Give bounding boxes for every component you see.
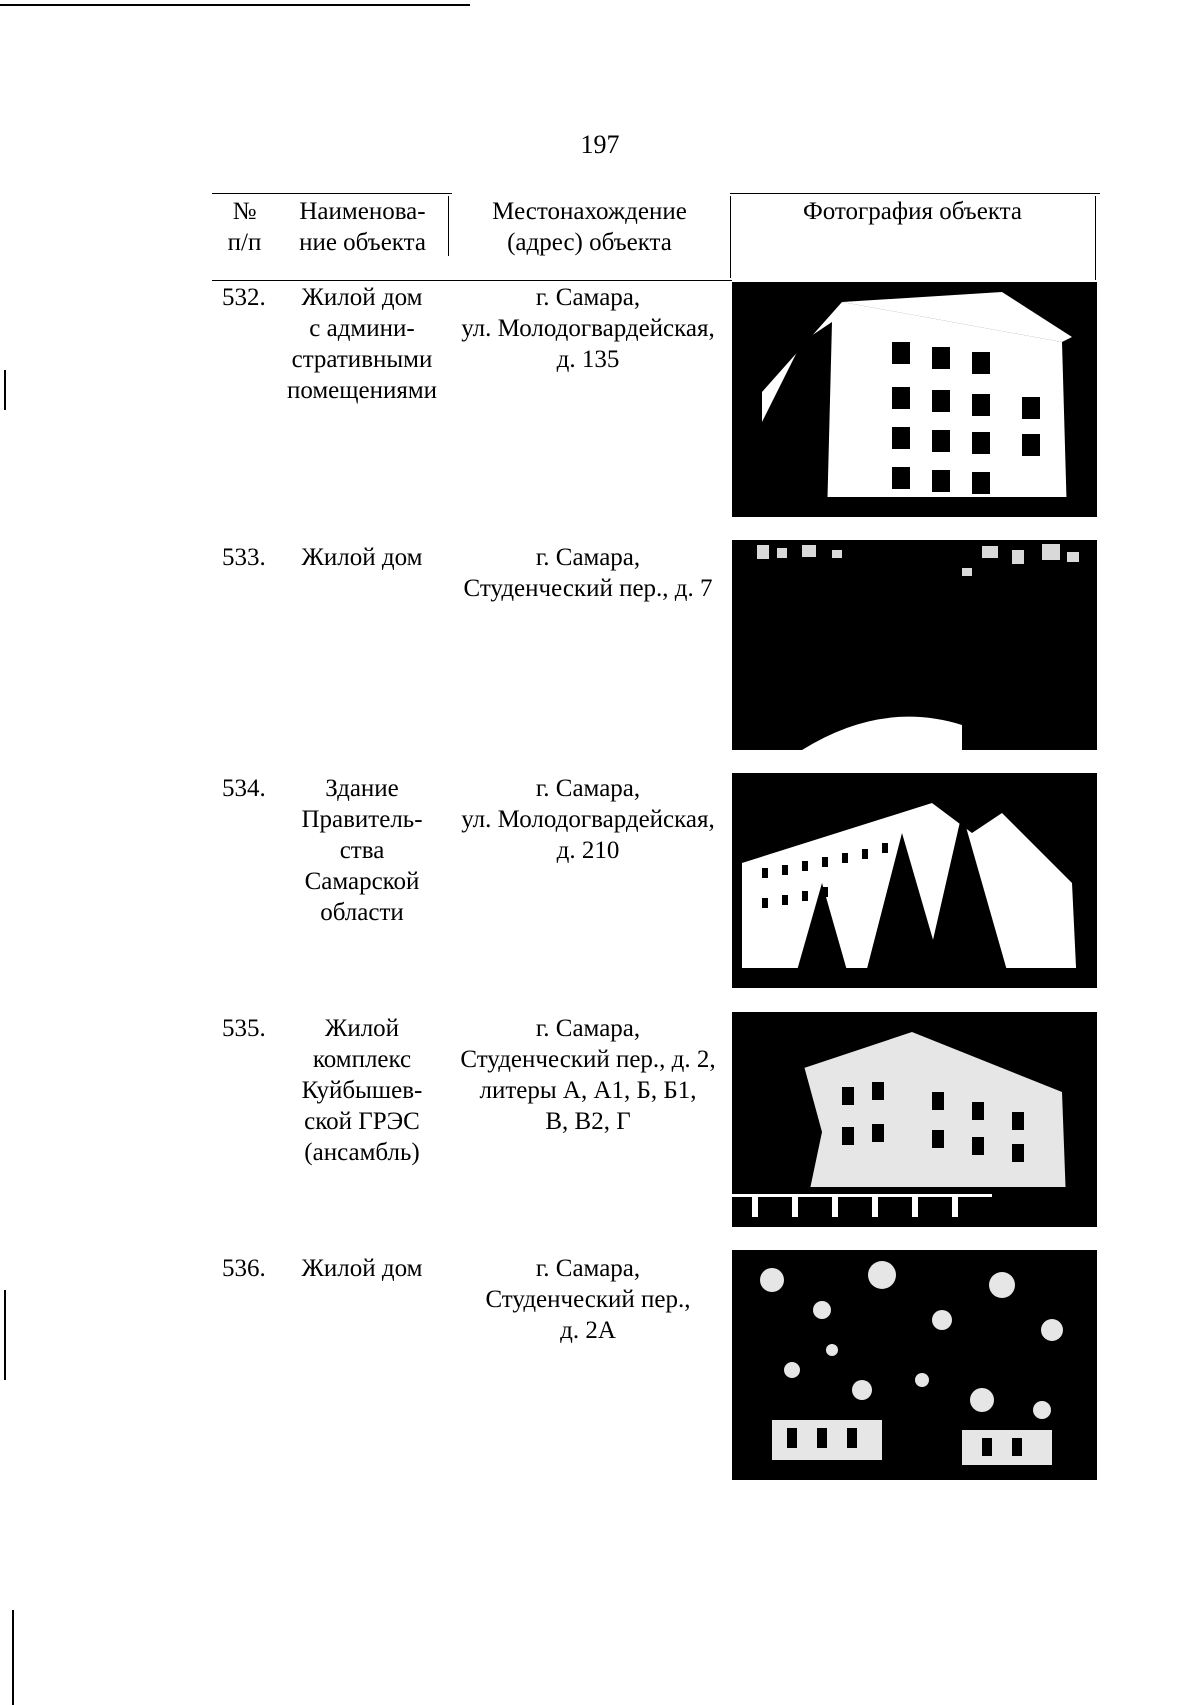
header-num <box>212 196 277 258</box>
scan-left-mark <box>4 1290 6 1380</box>
building-photo-532-image <box>732 282 1097 517</box>
row-name-line: стративными <box>291 346 433 373</box>
building-photo-533 <box>732 540 1097 750</box>
row-name-line: области <box>320 899 404 926</box>
row-name-line: ства <box>339 837 385 864</box>
building-photo-535 <box>732 1012 1097 1227</box>
row-address-line: г. Самара, <box>535 1015 641 1042</box>
header-name-line: ние объекта <box>299 229 426 256</box>
header-num-line: п/п <box>227 229 262 256</box>
row-name-line: помещениями <box>286 377 438 404</box>
row-name-line: Жилой дом <box>301 1255 423 1282</box>
row-name-line: комплекс <box>312 1046 412 1073</box>
row-name-line: Жилой <box>324 1015 400 1042</box>
row-name-line: с админи- <box>309 315 415 342</box>
scan-left-mark <box>4 370 6 410</box>
row-address-line: ул. Молодогвардейская, <box>461 806 715 833</box>
row-name-line: Куйбышев- <box>301 1077 423 1104</box>
building-photo-536-image <box>732 1250 1097 1480</box>
header-name <box>280 196 445 258</box>
row-address-line: Студенческий пер., д. 7 <box>463 575 713 602</box>
row-address-line: д. 135 <box>556 346 620 373</box>
row-address <box>448 1253 728 1346</box>
row-address <box>448 282 728 375</box>
header-num-line: № <box>232 198 257 225</box>
row-address-line: д. 2А <box>560 1317 616 1344</box>
page-number: 197 <box>580 130 620 159</box>
row-address-line: Студенческий пер., д. 2, <box>460 1046 716 1073</box>
building-photo-532 <box>732 282 1097 517</box>
header-top-rule <box>212 193 452 194</box>
header-location-line: (адрес) объекта <box>507 229 672 256</box>
row-address-line: г. Самара, <box>535 544 641 571</box>
building-photo-534-image <box>732 773 1097 988</box>
row-name-line: Жилой дом <box>301 544 423 571</box>
row-name-line: Здание <box>325 775 399 802</box>
header-divider <box>1095 196 1096 280</box>
row-number: 532. <box>222 284 266 311</box>
header-name-line: Наименова- <box>299 198 426 225</box>
row-number: 533. <box>222 544 266 571</box>
header-location-line: Местонахождение <box>492 198 687 225</box>
row-name-line: (ансамбль) <box>304 1139 420 1166</box>
building-photo-536 <box>732 1250 1097 1480</box>
row-name-line: ской ГРЭС <box>304 1108 420 1135</box>
row-name <box>277 773 447 928</box>
row-address <box>448 773 728 866</box>
row-name <box>277 1253 447 1284</box>
scan-left-mark <box>12 1610 14 1705</box>
row-address-line: г. Самара, <box>535 775 641 802</box>
header-top-rule <box>730 193 1100 194</box>
row-name <box>277 542 447 573</box>
row-address-line: г. Самара, <box>535 1255 641 1282</box>
row-address <box>448 1013 728 1137</box>
header-bottom-rule <box>212 280 732 281</box>
building-photo-535-image <box>732 1012 1097 1227</box>
header-location <box>452 196 727 258</box>
row-name-line: Правитель- <box>301 806 423 833</box>
row-number: 535. <box>222 1015 266 1042</box>
row-name <box>277 282 447 406</box>
building-photo-533-image <box>732 540 1097 750</box>
row-name <box>277 1013 447 1168</box>
row-name-line: Самарской <box>304 868 420 895</box>
header-photo: Фотография объекта <box>803 198 1022 225</box>
header-divider <box>448 196 449 256</box>
row-name-line: Жилой дом <box>301 284 423 311</box>
row-number: 534. <box>222 775 266 802</box>
row-address-line: В, В2, Г <box>545 1108 631 1135</box>
row-address-line: Студенческий пер., <box>485 1286 691 1313</box>
row-address-line: г. Самара, <box>535 284 641 311</box>
row-address-line: д. 210 <box>556 837 620 864</box>
row-address-line: литеры А, А1, Б, Б1, <box>479 1077 697 1104</box>
scan-top-rule <box>0 4 470 6</box>
row-number: 536. <box>222 1255 266 1282</box>
header-divider <box>730 196 731 278</box>
building-photo-534 <box>732 773 1097 988</box>
row-address-line: ул. Молодогвардейская, <box>461 315 715 342</box>
row-address <box>448 542 728 604</box>
